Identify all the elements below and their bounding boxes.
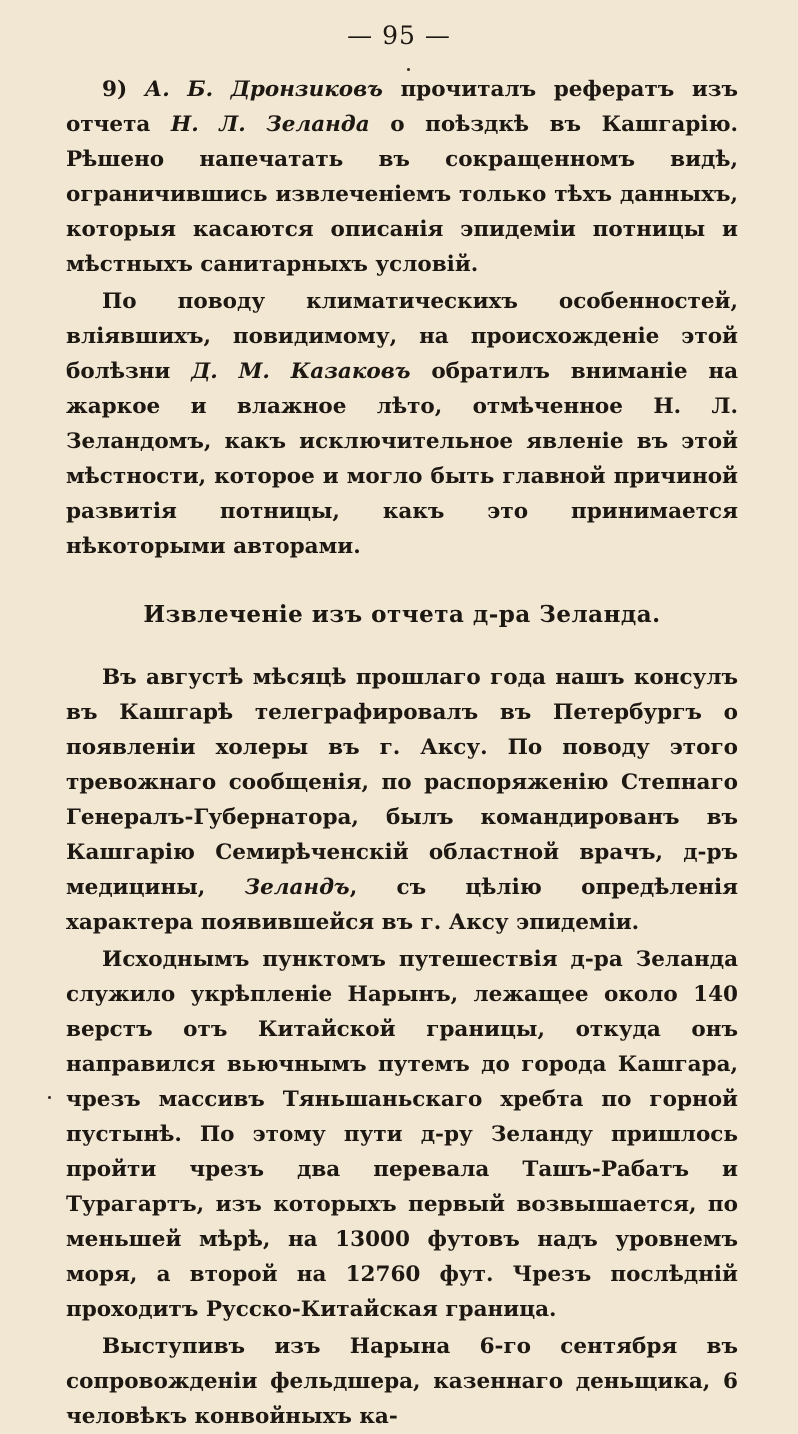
- text-run: По поводу климатическихъ особенностей, вліявшихъ, повидимому, на происхожденіе этой болѣзни: [66, 289, 738, 384]
- paragraph-kazakov-remark: [66, 284, 738, 564]
- body-text: [66, 72, 738, 1434]
- paragraph-route-description: Исходнымъ пунктомъ путешествія д-ра Зеланда служило укрѣпленіе Нарынъ, лежащее около 140 верстъ отъ Китайской границы, откуда онъ направился вьючнымъ путемъ до города Кашгара, чрезъ массивъ Тяньшаньскаго хребта по горной пустынѣ. По этому пути д-ру Зеланду пришлось пройти чрезъ два перевала Ташъ-Рабатъ и Турагартъ, изъ которыхъ первый возвышается, по меньшей мѣрѣ, на 13000 футовъ надъ уровнемъ моря, а второй на 12760 фут. Чрезъ послѣдній проходитъ Русско-Китайская граница.: [66, 947, 738, 1322]
- page-number: — 95 —: [347, 21, 451, 50]
- text-run: о поѣздкѣ въ Кашгарію. Рѣшено напечатать въ сокращенномъ видѣ, ограничившись извлеченіемъ только тѣхъ данныхъ, которыя касаются описанія эпидеміи потницы и мѣстныхъ санитарныхъ условій.: [66, 112, 738, 277]
- person-name: Н. Л. Зеланда: [170, 112, 370, 137]
- person-name: Зеландъ: [244, 875, 350, 900]
- text-run: Въ августѣ мѣсяцѣ прошлаго года нашъ консулъ въ Кашгарѣ телеграфировалъ въ Петербургъ о появленіи холеры въ г. Аксу. По поводу этого тревожнаго сообщенія, по распоряженію Степнаго Генералъ-Губернатора, былъ командированъ въ Кашгарію Семирѣченскій областной врачъ, д-ръ медицины,: [66, 665, 738, 900]
- section-heading: Извлеченіе изъ отчета д-ра Зеланда.: [143, 601, 661, 628]
- text-run: , съ цѣлію опредѣленія характера появившейся въ г. Аксу эпидеміи.: [66, 875, 738, 935]
- text-run: прочиталъ рефератъ изъ отчета: [66, 77, 739, 137]
- item-number: 9): [102, 77, 145, 102]
- person-name: А. Б. Дронзиковъ: [144, 77, 383, 102]
- person-name: Д. М. Казаковъ: [191, 359, 411, 384]
- text-run: обратилъ вниманіе на жаркое и влажное лѣто, отмѣченное Н. Л. Зеландомъ, какъ исключительное явленіе въ этой мѣстности, которое и могло быть главной причиной развитія потницы, какъ это принимается нѣкоторыми авторами.: [66, 359, 738, 559]
- paragraph-departure: Выступивъ изъ Нарына 6-го сентября въ сопровожденіи фельдшера, казеннаго деньщика, 6 человѣкъ конвойныхъ ка-: [66, 1334, 738, 1429]
- print-speck: [48, 1096, 51, 1099]
- print-speck: [407, 68, 410, 71]
- paragraph-consul-telegram: [66, 660, 738, 940]
- paragraph-report-dronzikov: [66, 72, 738, 282]
